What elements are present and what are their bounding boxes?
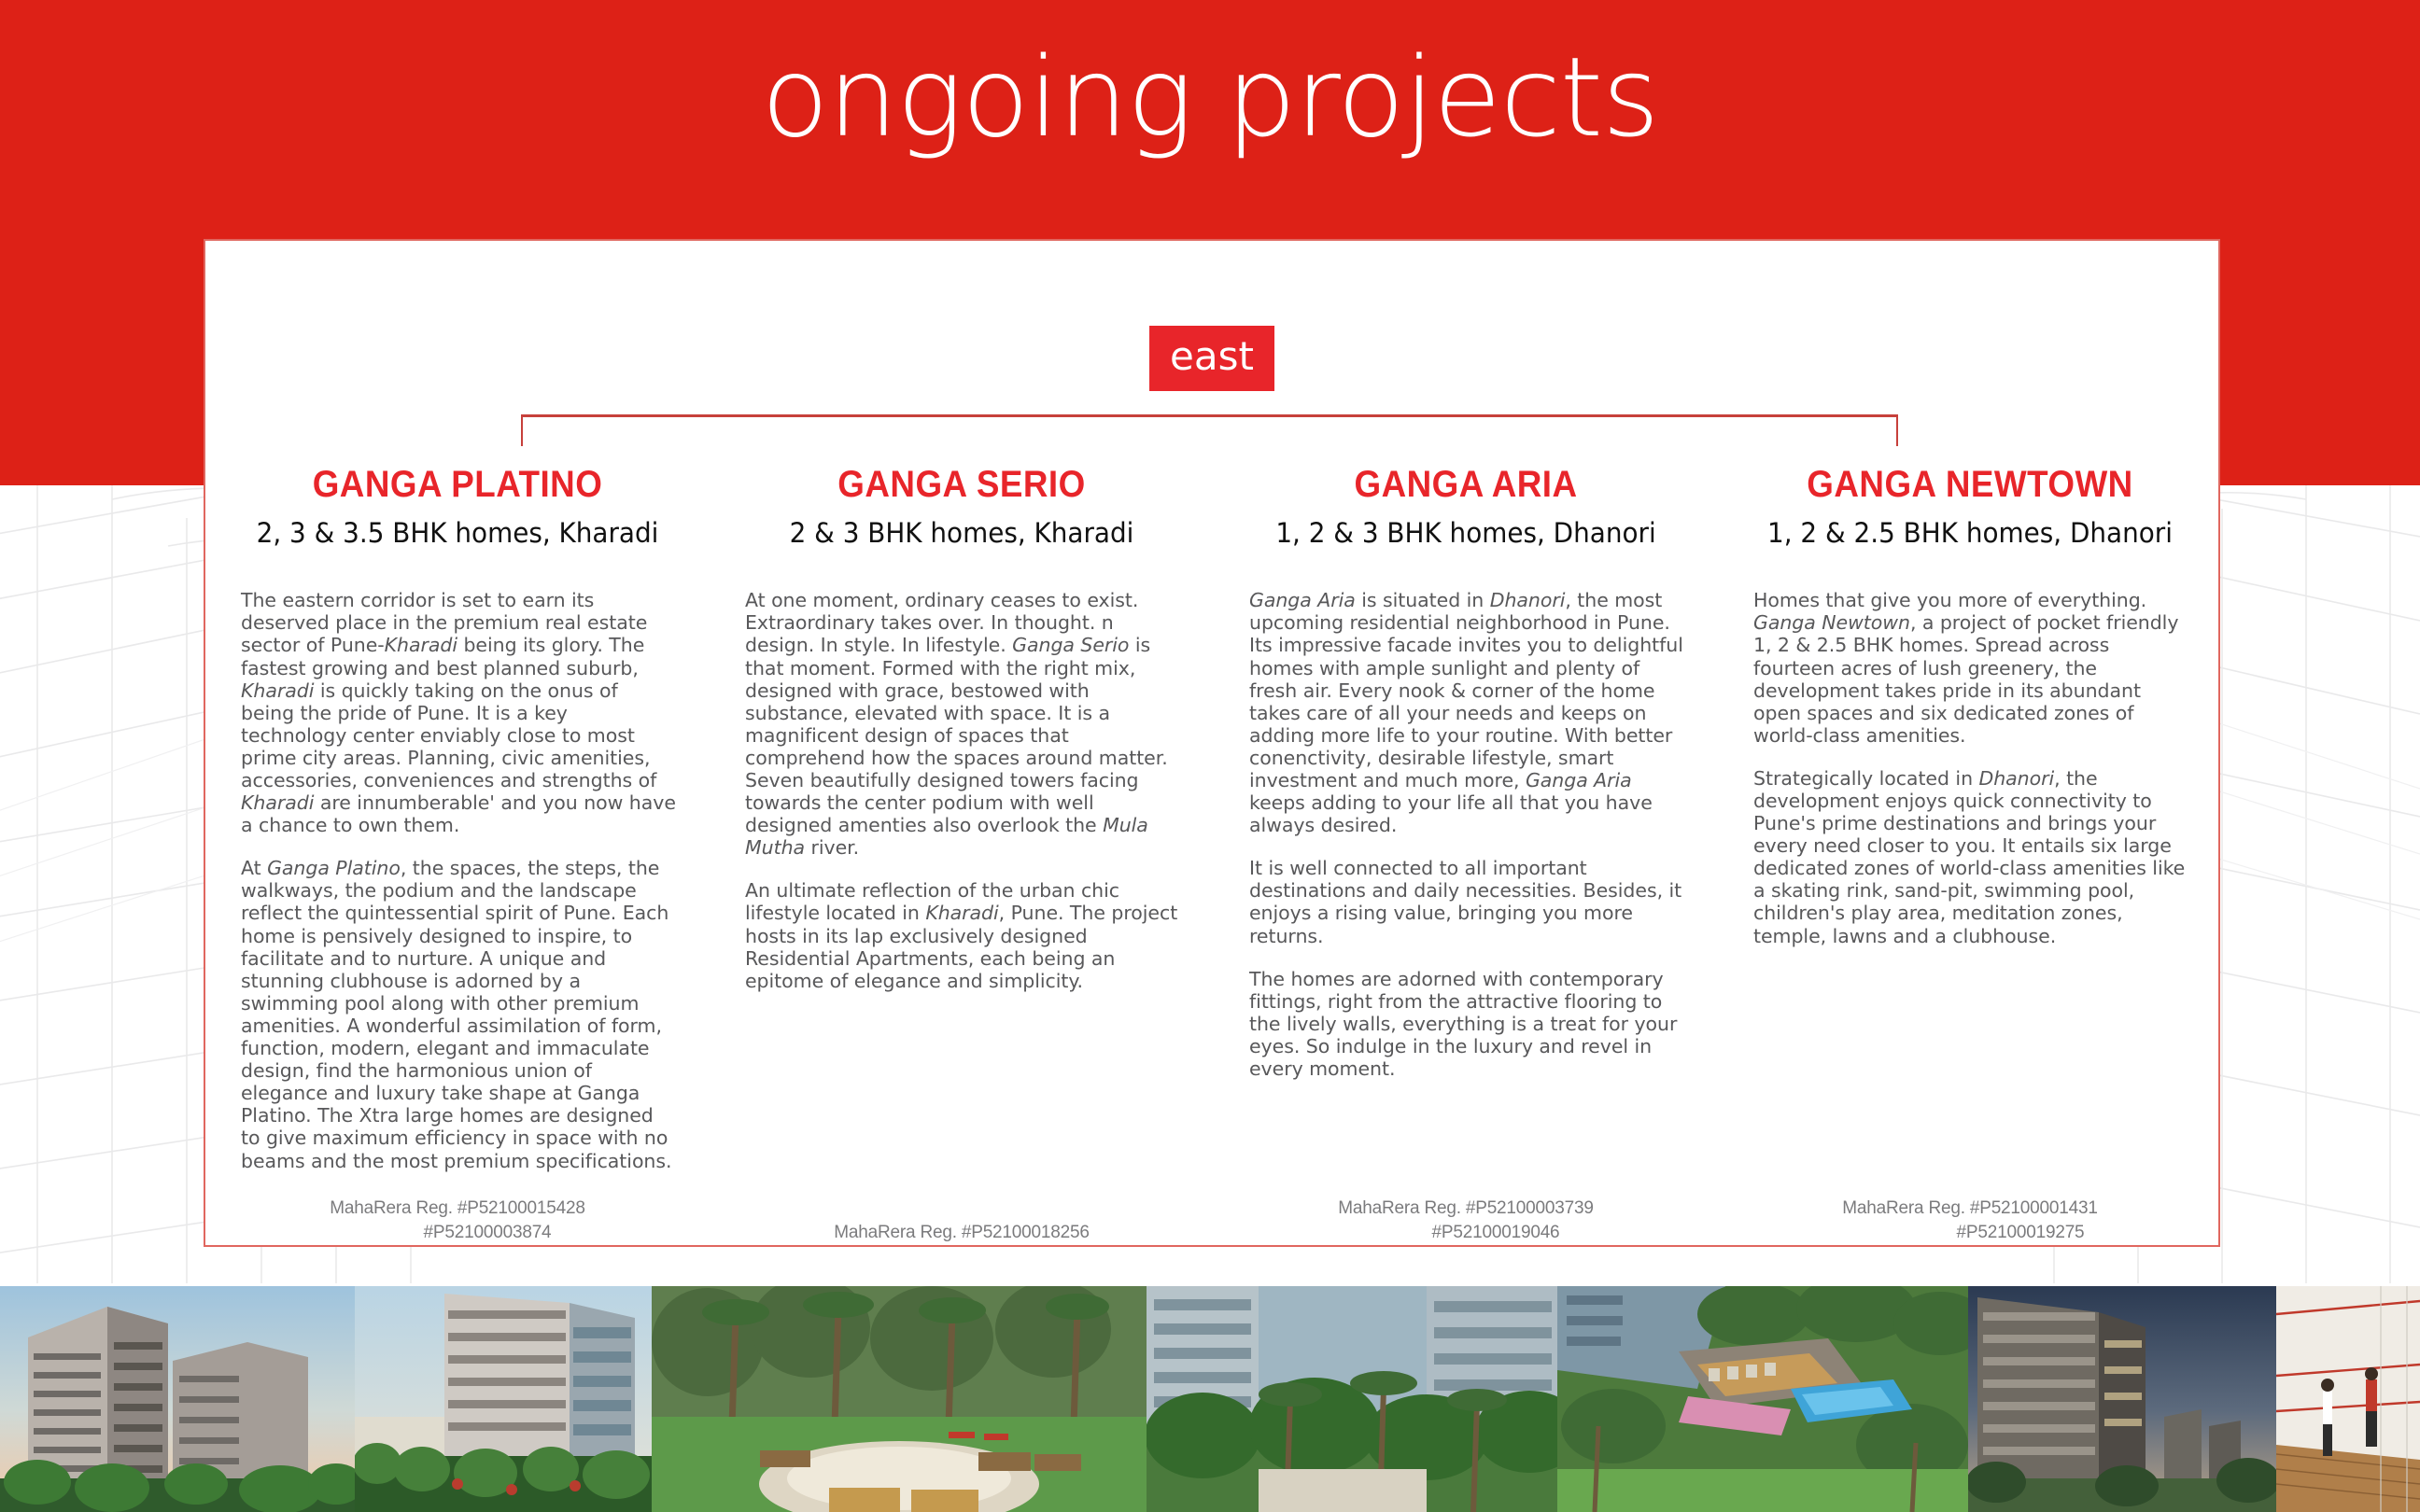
project-description bbox=[222, 589, 693, 1192]
paragraph: The eastern corridor is set to earn its deserved place in the premium real estate sector of Pune-Kharadi being its glory. The fastest growing and best planned suburb, Kharadi is quickly taking on the onus of being the pride of Pune. It is a key technology center enviably close to most prime city areas. Planning, civic amenities, accessories, conveniences and strengths of Kharadi are innumberable' and you now have a chance to own them. bbox=[241, 589, 676, 837]
project-description bbox=[726, 589, 1197, 1013]
maharera-registration bbox=[1718, 1197, 2222, 1245]
project-title: GANGA NEWTOWN bbox=[1807, 464, 2133, 505]
project-column-ganga-serio bbox=[710, 464, 1214, 1242]
content-card bbox=[204, 239, 2220, 1247]
paragraph: Homes that give you more of everything. Ganga Newtown, a project of pocket friendly 1, 2 & 2.5 BHK homes. Spread across fourteen acres of lush greenery, the development takes pride in its abundant open spaces and six dedicated zones of world-class amenities. bbox=[1753, 589, 2179, 747]
rera-line-2: #P52100003874 bbox=[423, 1223, 552, 1242]
maharera-registration bbox=[205, 1197, 710, 1245]
paragraph: Strategically located in Dhanori, the development enjoys quick connectivity to Pune's prime destinations and brings your every need closer to you. It entails six large dedicated zones of world-class amenities like a skating rink, sand-pit, swimming pool, children's play area, meditation zones, temple, lawns and a clubhouse. bbox=[1753, 766, 2186, 947]
project-description bbox=[1735, 589, 2205, 967]
paragraph: At Ganga Platino, the spaces, the steps, the walkways, the podium and the landscape reflect the quintessential spirit of Pune. Each home is pensively designed to inspire, to facilitate and to nurture. A unique and stunning clubhouse is adorned by a swimming pool along with other premium amenities. A wonderful assimilation of form, function, modern, elegant and immaculate design, find the harmonious union of elegance and luxury take shape at Ganga Platino. The Xtra large homes are designed to give maximum efficiency in space with no beams and the most premium specifications. bbox=[241, 857, 672, 1172]
maharera-registration bbox=[710, 1221, 1214, 1245]
photo-indoor-squash-court bbox=[2276, 1286, 2420, 1512]
paragraph: At one moment, ordinary ceases to exist. Extraordinary takes over. In thought. n design. In style. In lifestyle. Ganga Serio is that moment. Formed with the right mix, designed with grace, bestowed with substance, elevated with space. It is a magnificent design of spaces that comprehend how the spaces around matter. Seven beautifully designed towers facing towards the center podium with well designed amenties also overlook the Mula Mutha river. bbox=[745, 589, 1168, 860]
photo-aerial-clubhouse-swimming-pool bbox=[1557, 1286, 1968, 1512]
paragraph: It is well connected to all important destinations and daily necessities. Besides, it enjoys a rising value, bringing you more returns. bbox=[1249, 857, 1682, 947]
rera-line-2: #P52100019275 bbox=[1956, 1223, 2085, 1242]
maharera-registration bbox=[1214, 1197, 1718, 1245]
project-column-ganga-aria bbox=[1214, 464, 1718, 1242]
photo-tower-with-landscaped-garden bbox=[355, 1286, 652, 1512]
project-photo-strip bbox=[0, 1286, 2420, 1512]
paragraph: The homes are adorned with contemporary fittings, right from the attractive flooring to the lively walls, everything is a treat for your eyes. So indulge in the luxury and revel in every moment. bbox=[1249, 967, 1678, 1081]
photo-residential-tower-sunset bbox=[0, 1286, 355, 1512]
page-title: ongoing projects bbox=[761, 33, 1659, 161]
photo-palm-tree-courtyard bbox=[652, 1286, 1147, 1512]
paragraph: An ultimate reflection of the urban chic lifestyle located in Kharadi, Pune. The project hosts in its lap exclusively designed Residential Apartments, each being an epitome of elegance and simplicity. bbox=[745, 879, 1178, 992]
project-description bbox=[1231, 589, 1701, 1100]
rera-line-1: MahaRera Reg. #P52100003739 bbox=[1338, 1198, 1594, 1218]
project-subtitle: 1, 2 & 3 BHK homes, Dhanori bbox=[1275, 517, 1656, 549]
project-column-ganga-platino bbox=[205, 464, 710, 1242]
rera-line-1: MahaRera Reg. #P52100018256 bbox=[834, 1223, 1090, 1242]
projects-columns bbox=[205, 464, 2222, 1242]
rera-line-2: #P52100019046 bbox=[1431, 1223, 1560, 1242]
project-subtitle: 1, 2 & 2.5 BHK homes, Dhanori bbox=[1767, 517, 2173, 549]
rera-line-1: MahaRera Reg. #P52100001431 bbox=[1842, 1198, 2098, 1218]
project-title: GANGA ARIA bbox=[1354, 464, 1578, 505]
project-column-ganga-newtown bbox=[1718, 464, 2222, 1242]
photo-twilight-tower-render bbox=[1968, 1286, 2276, 1512]
region-badge-east: east bbox=[1149, 326, 1274, 391]
project-title: GANGA SERIO bbox=[837, 464, 1086, 505]
paragraph: Ganga Aria is situated in Dhanori, the most upcoming residential neighborhood in Pune. Its impressive facade invites you to delightful homes with ample sunlight and plenty of fresh air. Every nook & corner of the home takes care of all your needs and keeps on adding more life to your routine. With better conenctivity, desirable lifestyle, smart investment and much more, Ganga Aria keeps adding to your life all that you have always desired. bbox=[1249, 589, 1683, 837]
rera-line-1: MahaRera Reg. #P52100015428 bbox=[330, 1198, 585, 1218]
project-title: GANGA PLATINO bbox=[312, 464, 603, 505]
project-subtitle: 2, 3 & 3.5 BHK homes, Kharadi bbox=[256, 517, 659, 549]
photo-tower-facade-greenery bbox=[1147, 1286, 1557, 1512]
project-subtitle: 2 & 3 BHK homes, Kharadi bbox=[789, 517, 1134, 549]
bracket-connector bbox=[521, 414, 1898, 446]
